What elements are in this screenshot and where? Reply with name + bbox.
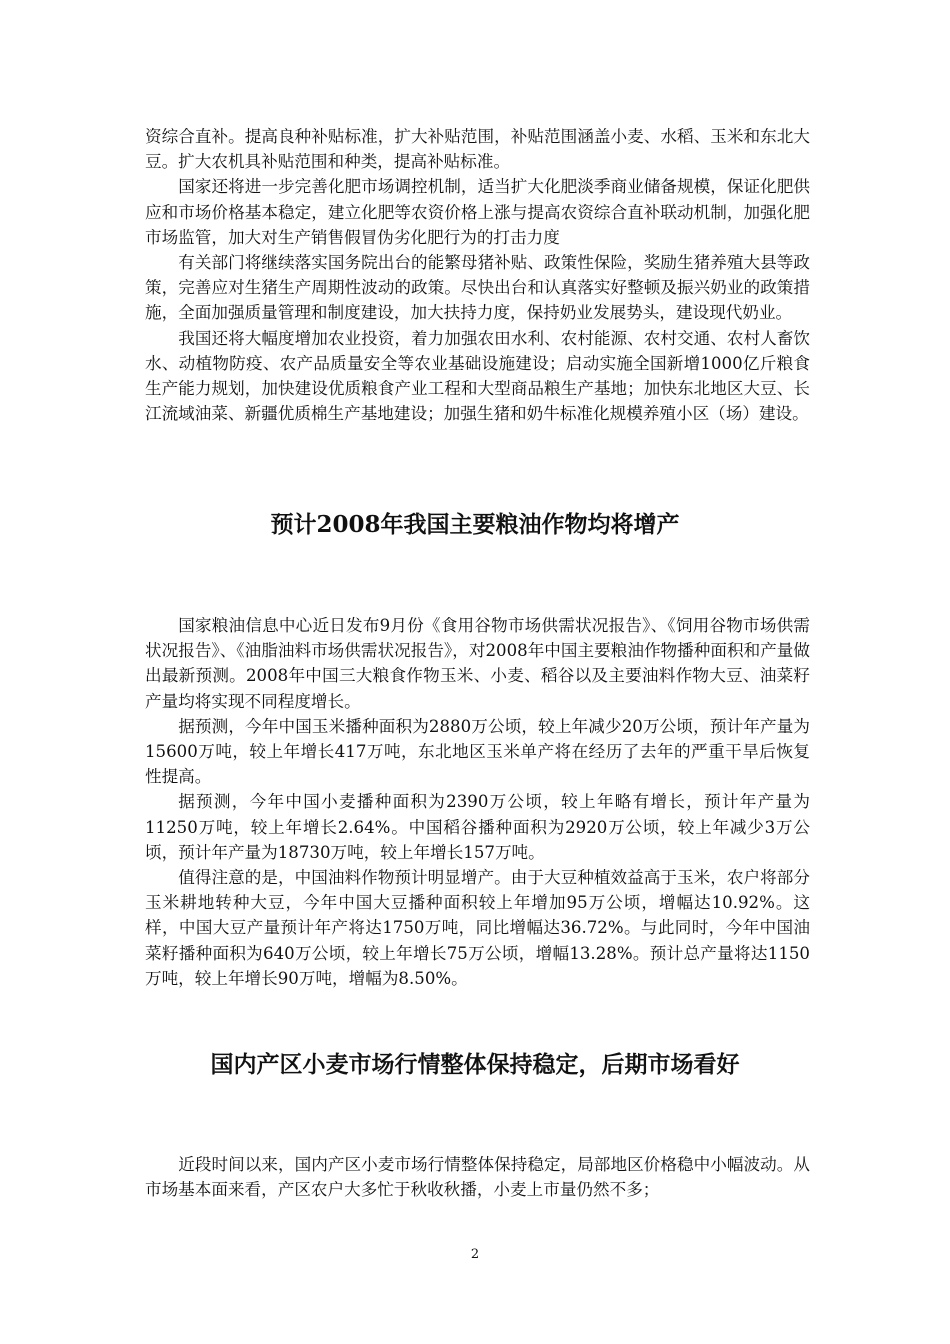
section-title-wheat: 国内产区小麦市场行情整体保持稳定，后期市场看好 <box>210 1051 740 1078</box>
section-title-forecast: 预计2008年我国主要粮油作物均将增产 <box>270 511 680 538</box>
paragraph: 我国还将大幅度增加农业投资，着力加强农田水利、农村能源、农村交通、农村人畜饮水、动植物防疫、农产品质量安全等农业基础设施建设；启动实施全国新增1000亿斤粮食生产能力规划，加快建设优质粮食产业工程和大型商品粮生产基地；加快东北地区大豆、长江流域油菜、新疆优质棉生产基地建设；加强生猪和奶牛标准化规模养殖小区（场）建设。 <box>145 328 810 424</box>
wheat-section-body <box>145 1152 810 1202</box>
forecast-section-body <box>145 613 810 991</box>
paragraph: 据预测，今年中国玉米播种面积为2880万公顷，较上年减少20万公顷，预计年产量为15600万吨，较上年增长417万吨，东北地区玉米单产将在经历了去年的严重干旱后恢复性提高。 <box>145 716 810 787</box>
paragraph: 据预测，今年中国小麦播种面积为2390万公顷，较上年略有增长，预计年产量为11250万吨，较上年增长2.64%。中国稻谷播种面积为2920万公顷，较上年减少3万公顷，预计年产量为18730万吨，较上年增长157万吨。 <box>145 792 810 862</box>
paragraph: 资综合直补。提高良种补贴标准，扩大补贴范围，补贴范围涵盖小麦、水稻、玉米和东北大豆。扩大农机具补贴范围和种类，提高补贴标准。 <box>145 127 810 172</box>
paragraph: 国家粮油信息中心近日发布9月份《食用谷物市场供需状况报告》、《饲用谷物市场供需状况报告》、《油脂油料市场供需状况报告》，对2008年中国主要粮油作物播种面积和产量做出最新预测。2008年中国三大粮食作物玉米、小麦、稻谷以及主要油料作物大豆、油菜籽产量均将实现不同程度增长。 <box>145 616 810 711</box>
top-section-body <box>145 124 810 426</box>
paragraph: 国家还将进一步完善化肥市场调控机制，适当扩大化肥淡季商业储备规模，保证化肥供应和市场价格基本稳定，建立化肥等农资价格上涨与提高农资综合直补联动机制，加强化肥市场监管，加大对生产销售假冒伪劣化肥行为的打击力度 <box>145 177 810 247</box>
paragraph: 有关部门将继续落实国务院出台的能繁母猪补贴、政策性保险，奖励生猪养殖大县等政策，完善应对生猪生产周期性波动的政策。尽快出台和认真落实好整顿及振兴奶业的政策措施，全面加强质量管理和制度建设，加大扶持力度，保持奶业发展势头，建设现代奶业。 <box>145 253 810 323</box>
paragraph: 值得注意的是，中国油料作物预计明显增产。由于大豆种植效益高于玉米，农户将部分玉米耕地转种大豆，今年中国大豆播种面积较上年增加95万公顷，增幅达10.92%。这样，中国大豆产量预计年产将达1750万吨，同比增幅达36.72%。与此同时，今年中国油菜籽播种面积为640万公顷，较上年增长75万公顷，增幅13.28%。预计总产量将达1150万吨，较上年增长90万吨，增幅为8.50%。 <box>145 868 810 988</box>
paragraph: 近段时间以来，国内产区小麦市场行情整体保持稳定，局部地区价格稳中小幅波动。从市场基本面来看，产区农户大多忙于秋收秋播，小麦上市量仍然不多； <box>145 1155 810 1200</box>
page-number: 2 <box>470 1247 480 1262</box>
